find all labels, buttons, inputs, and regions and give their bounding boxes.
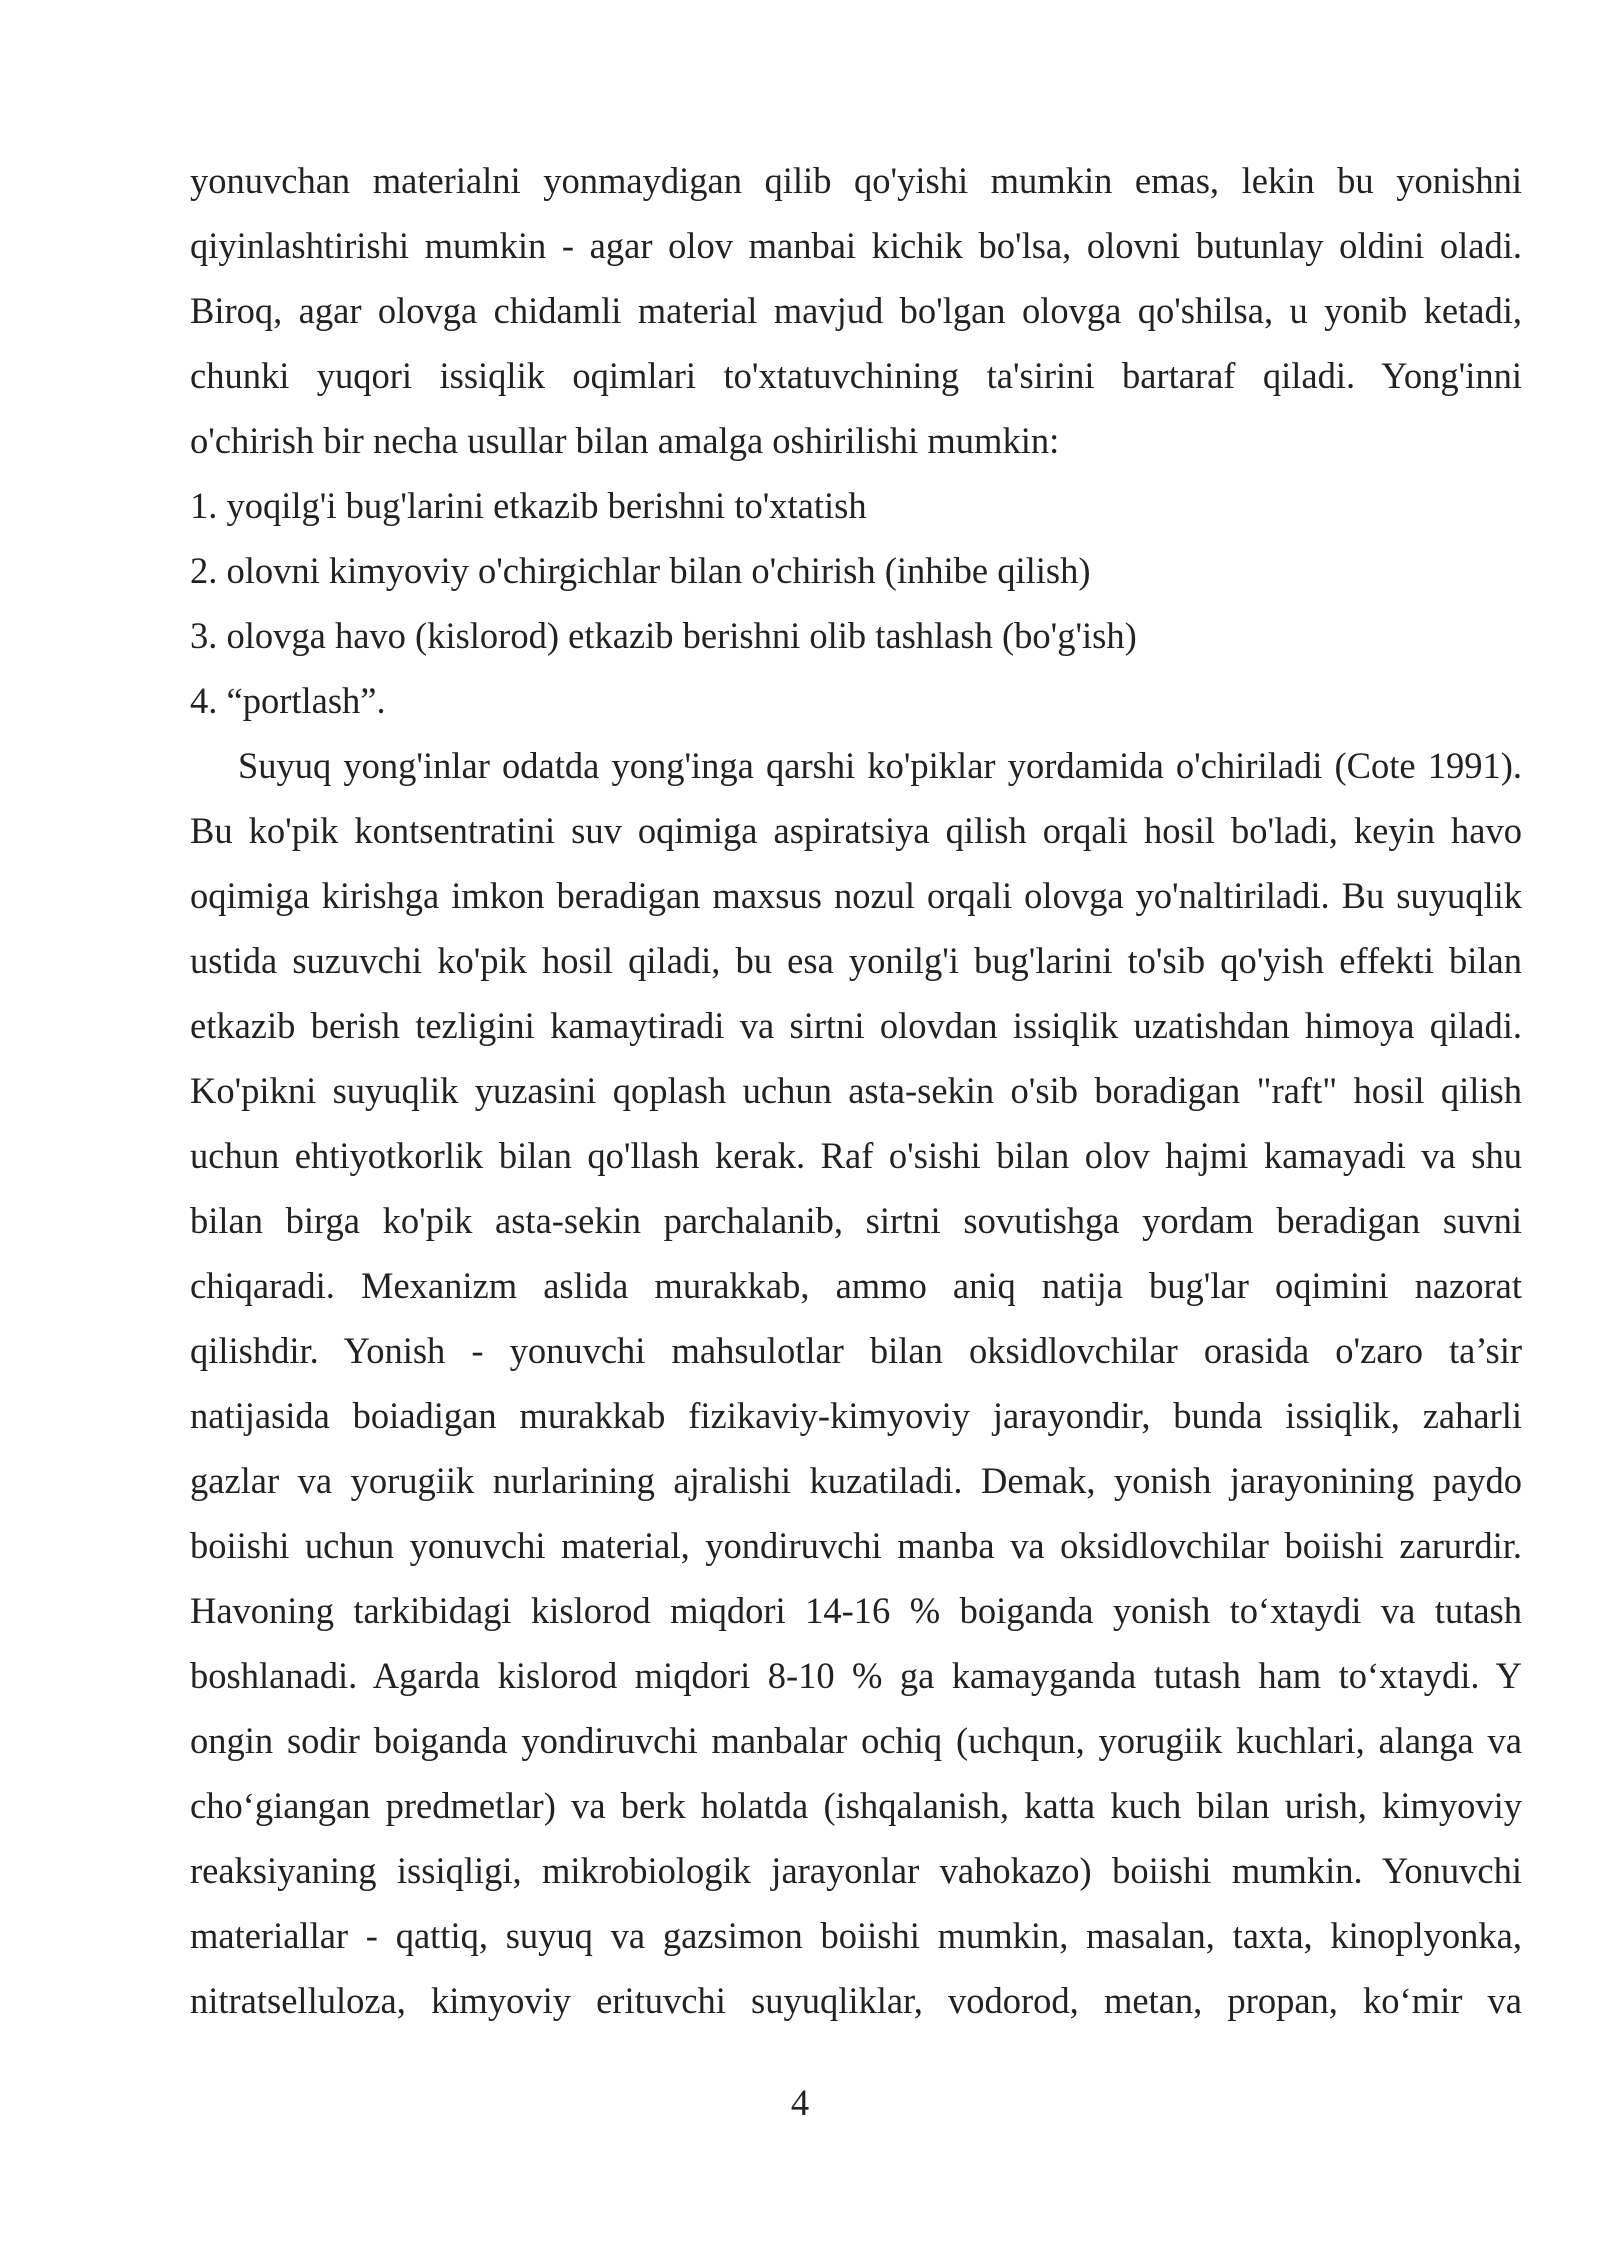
document-page [190,148,1522,2033]
text-line: etkazib berish tezligini kamaytiradi va sirtni olovdan issiqlik uzatishdan himoya qiladi. [190,1005,1522,1046]
list-item: 3. olovga havo (kislorod) etkazib berishni olib tashlash (bo'g'ish) [190,615,1137,656]
text-line: qilishdir. Yonish - yonuvchi mahsulotlar bilan oksidlovchilar orasida o'zaro ta’sir [190,1330,1522,1371]
text-line: o'chirish bir necha usullar bilan amalga oshirilishi mumkin: [190,420,1060,461]
text-line: reaksiyaning issiqligi, mikrobiologik jarayonlar vahokazo) boiishi mumkin. Yonuvchi [190,1850,1522,1891]
text-line: Biroq, agar olovga chidamli material mavjud bo'lgan olovga qo'shilsa, u yonib ketadi, [190,290,1522,331]
text-line: chiqaradi. Mexanizm aslida murakkab, ammo aniq natija bug'lar oqimini nazorat [190,1265,1522,1306]
text-line: Suyuq yong'inlar odatda yong'inga qarshi ko'piklar yordamida o'chiriladi (Cote 1991). [238,745,1522,786]
text-line: yonuvchan materialni yonmaydigan qilib qo'yishi mumkin emas, lekin bu yonishni [190,160,1522,201]
paragraph-intro [190,148,1522,473]
text-line: ongin sodir boiganda yondiruvchi manbalar ochiq (uchqun, yorugiik kuchlari, alanga va [190,1720,1522,1761]
text-line: bilan birga ko'pik asta-sekin parchalanib, sirtni sovutishga yordam beradigan suvni [190,1200,1522,1241]
text-line: Bu ko'pik kontsentratini suv oqimiga aspiratsiya qilish orqali hosil bo'ladi, keyin havo [190,810,1522,851]
text-line: qiyinlashtirishi mumkin - agar olov manbai kichik bo'lsa, olovni butunlay oldini oladi. [190,225,1522,266]
text-line: oqimiga kirishga imkon beradigan maxsus nozul orqali olovga yo'naltiriladi. Bu suyuqlik [190,875,1522,916]
text-line: nitratselluloza, kimyoviy erituvchi suyuqliklar, vodorod, metan, propan, ko‘mir va [190,1980,1522,2021]
list-item: 2. olovni kimyoviy o'chirgichlar bilan o'chirish (inhibe qilish) [190,550,1091,591]
text-line: materiallar - qattiq, suyuq va gazsimon boiishi mumkin, masalan, taxta, kinoplyonka, [190,1915,1522,1956]
list-item: 4. “portlash”. [190,680,386,721]
text-line: cho‘giangan predmetlar) va berk holatda (ishqalanish, katta kuch bilan urish, kimyoviy [190,1785,1522,1826]
text-line: chunki yuqori issiqlik oqimlari to'xtatuvchining ta'sirini bartaraf qiladi. Yong'inni [190,355,1522,396]
method-list [190,473,1522,733]
text-line: ustida suzuvchi ko'pik hosil qiladi, bu esa yonilg'i bug'larini to'sib qo'yish effekti bilan [190,940,1522,981]
text-line: boiishi uchun yonuvchi material, yondiruvchi manba va oksidlovchilar boiishi zarurdir. [190,1525,1522,1566]
text-line: boshlanadi. Agarda kislorod miqdori 8-10 % ga kamayganda tutash ham to‘xtaydi. Y [190,1655,1522,1696]
list-item: 1. yoqilg'i bug'larini etkazib berishni to'xtatish [190,485,867,526]
page-number: 4 [790,2082,810,2123]
text-line: gazlar va yorugiik nurlarining ajralishi kuzatiladi. Demak, yonish jarayonining paydo [190,1460,1522,1501]
paragraph-body [190,733,1522,2033]
text-line: natijasida boiadigan murakkab fizikaviy-kimyoviy jarayondir, bunda issiqlik, zaharli [190,1395,1522,1436]
text-line: Ko'pikni suyuqlik yuzasini qoplash uchun asta-sekin o'sib boradigan "raft" hosil qilish [190,1070,1522,1111]
text-line: uchun ehtiyotkorlik bilan qo'llash kerak. Raf o'sishi bilan olov hajmi kamayadi va shu [190,1135,1522,1176]
text-line: Havoning tarkibidagi kislorod miqdori 14-16 % boiganda yonish to‘xtaydi va tutash [190,1590,1522,1631]
